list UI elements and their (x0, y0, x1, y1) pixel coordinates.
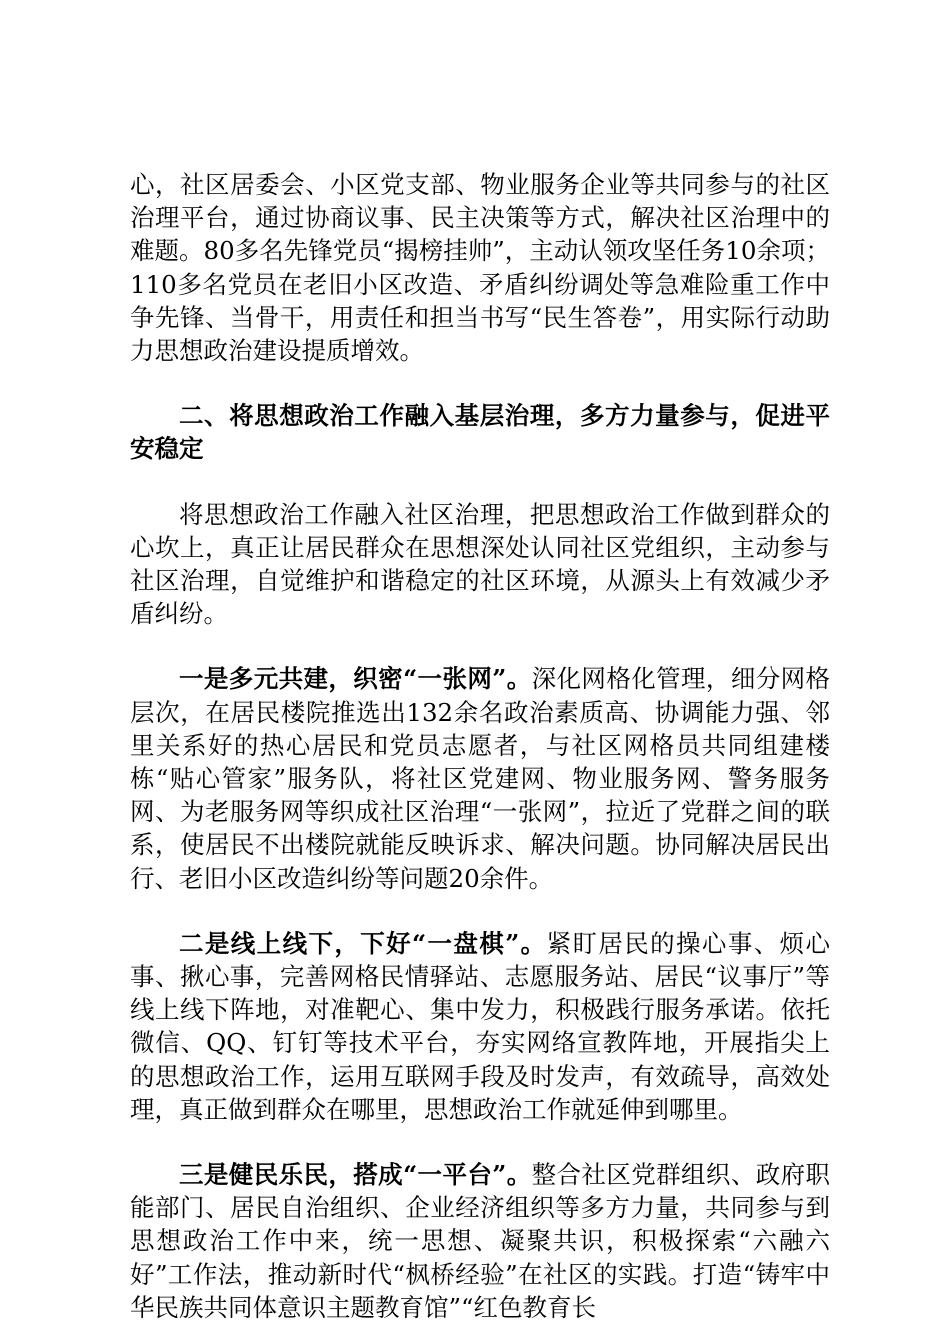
paragraph-continued: 心，社区居委会、小区党支部、物业服务企业等共同参与的社区治理平台，通过协商议事、民主决策等方式，解决社区治理中的难题。80多名先锋党员“揭榜挂帅”，主动认领攻坚任务10余项；110多名党员在老旧小区改造、矛盾纠纷调处等急难险重工作中争先锋、当骨干，用责任和担当书写“民生答卷”，用实际行动助力思想政治建设提质增效。 (130, 170, 830, 366)
item-3-lead: 三是健民乐民，搭成“一平台”。 (179, 1160, 532, 1190)
item-2-lead: 二是线上线下，下好“一盘棋”。 (179, 928, 547, 958)
item-1-body: 深化网格化管理，细分网格层次，在居民楼院推选出132余名政治素质高、协调能力强、邻里关系好的热心居民和党员志愿者，与社区网格员共同组建楼栋“贴心管家”服务队，将社区党建网、物业服务网、警务服务网、为老服务网等织成社区治理“一张网”，拉近了党群之间的联系，使居民不出楼院就能反映诉求、解决问题。协同解决居民出行、老旧小区改造纠纷等问题20余件。 (130, 664, 831, 893)
document-page (130, 168, 830, 1324)
paragraph-item-2 (130, 927, 830, 1126)
item-2-body: 紧盯居民的操心事、烦心事、揪心事，完善网格民情驿站、志愿服务站、居民“议事厅”等线上线下阵地，对准靶心、集中发力，积极践行服务承诺。依托微信、QQ、钉钉等技术平台，夯实网络宣教阵地，开展指尖上的思想政治工作，运用互联网手段及时发声，有效疏导，高效处理，真正做到群众在哪里，思想政治工作就延伸到哪里。 (130, 928, 831, 1124)
item-1-lead: 一是多元共建，织密“一张网”。 (179, 664, 532, 694)
paragraph-intro: 将思想政治工作融入社区治理，把思想政治工作做到群众的心坎上，真正让居民群众在思想深处认同社区党组织，主动参与社区治理，自觉维护和谐稳定的社区环境，从源头上有效减少矛盾纠纷。 (130, 499, 830, 629)
paragraph-item-3 (130, 1158, 830, 1324)
section-heading-2: 二、将思想政治工作融入基层治理，多方力量参与，促进平安稳定 (130, 401, 830, 464)
paragraph-item-1 (130, 662, 830, 894)
item-3-body: 整合社区党群组织、政府职能部门、居民自治组织、企业经济组织等多方力量，共同参与到思想政治工作中来，统一思想、凝聚共识，积极探索“六融六好”工作法，推动新时代“枫桥经验”在社区的实践。打造“铸牢中华民族共同体意识主题教育馆”“红色教育长 (130, 1160, 831, 1322)
